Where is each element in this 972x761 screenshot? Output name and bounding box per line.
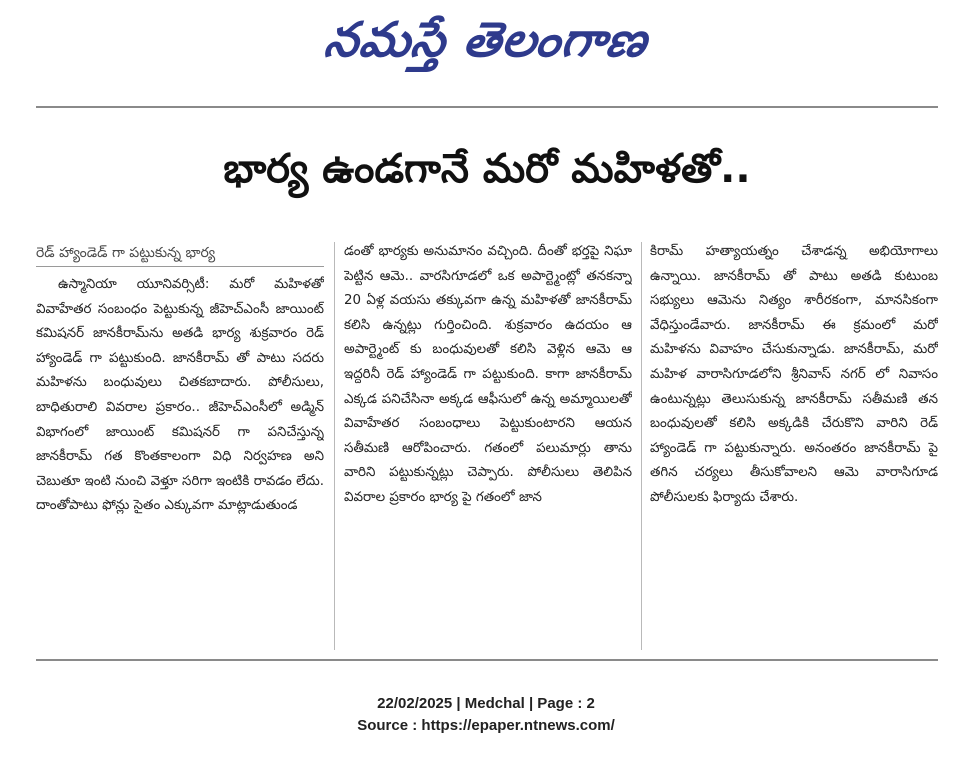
article-body	[36, 240, 938, 652]
bottom-divider	[36, 659, 938, 661]
column-2-text: డంతో భార్యకు అనుమానం వచ్చింది. దీంతో భర్తపై నిఘా పెట్టిన ఆమె.. వారసిగూడలో ఒక అపార్ట్మెంట్లో తనకన్నా 20 ఏళ్ల వయసు తక్కువగా ఉన్న మహిళతో జానకీరామ్ కలిసి ఉన్నట్లు గుర్తించింది. శుక్రవారం ఉదయం ఆ అపార్ట్మెంట్ కు బంధువులతో కలిసి వెళ్లిన ఆమె ఆ ఇద్దరినీ రెడ్ హ్యాండెడ్ గా పట్టుకుంది. కాగా జానకీరామ్ ఎక్కడ పనిచేసినా అక్కడ ఆఫీసులో ఉన్న అమ్మాయిలతో వివాహేతర సంబంధాలు పెట్టుకుంటారని ఆయన సతీమణి ఆరోపించారు. గతంలో పలుమార్లు తాను వారిని పట్టుకున్నట్లు చెప్పారు. పోలీసులు తెలిపిన వివరాల ప్రకారం భార్య పై గతంలో జాన	[344, 244, 632, 505]
column-3-text: కిరామ్ హత్యాయత్నం చేశాడన్న అభియోగాలు ఉన్నాయి. జానకీరామ్ తో పాటు అతడి కుటుంబ సభ్యులు ఆమెను నిత్యం శారీరకంగా, మానసికంగా వేధిస్తుండేవారు. జానకీరామ్ ఈ క్రమంలో మరో మహిళను వివాహం చేసుకున్నాడు. జానకీరామ్, మరో మహిళ వారాసిగూడలోని శ్రీనివాస్ నగర్ లో నివాసం ఉంటున్నట్లు తెలుసుకున్న జానకీరామ్ సతీమణి తన బంధువులతో కలిసి అక్కడికి చేరుకొని వారిని రెడ్ హ్యాండెడ్ గా పట్టుకున్నారు. అనంతరం జానకీరామ్ పై తగిన చర్యలు తీసుకోవాలని ఆమె వారాసిగూడ పోలీసులకు ఫిర్యాదు చేశారు.	[650, 244, 938, 505]
column-divider	[641, 242, 642, 650]
article-column-1	[36, 240, 324, 652]
top-divider	[36, 106, 938, 108]
column-divider	[334, 242, 335, 650]
page-footer	[0, 693, 972, 737]
article-column-3	[650, 240, 938, 652]
article-headline: భార్య ఉండగానే మరో మహిళతో..	[223, 146, 751, 192]
article-column-2	[344, 240, 632, 652]
edition-info: 22/02/2025 | Medchal | Page : 2	[377, 695, 595, 712]
article-subheading: రెడ్ హ్యాండెడ్ గా పట్టుకున్న భార్య	[36, 240, 324, 267]
source-info: Source : https://epaper.ntnews.com/	[357, 717, 615, 734]
masthead	[0, 4, 972, 84]
newspaper-logo: నమస్తే తెలంగాణ	[320, 12, 652, 68]
column-1-text: ఉస్మానియా యూనివర్సిటీ: మరో మహిళతో వివాహేతర సంబంధం పెట్టుకున్న జీహెచ్ఎంసీ జాయింట్ కమిషనర్ జానకీరామ్‌ను అతడి భార్య శుక్రవారం రెడ్ హ్యాండెడ్ గా పట్టుకుంది. జానకీరామ్ తో పాటు సదరు మహిళను బంధువులు చితకబాదారు. పోలీసులు, బాధితురాలి వివరాల ప్రకారం.. జీహెచ్ఎంసీలో అడ్మిన్ విభాగంలో జాయింట్ కమిషనర్ గా పనిచేస్తున్న జానకీరామ్ గత కొంతకాలంగా విధి నిర్వహణ అని చెబుతూ ఇంటి నుంచి వెళ్తూ సరిగా ఇంటికి రావడం లేదు. దాంతోపాటు ఫోన్లు సైతం ఎక్కువగా మాట్లాడుతుండ	[36, 277, 324, 514]
